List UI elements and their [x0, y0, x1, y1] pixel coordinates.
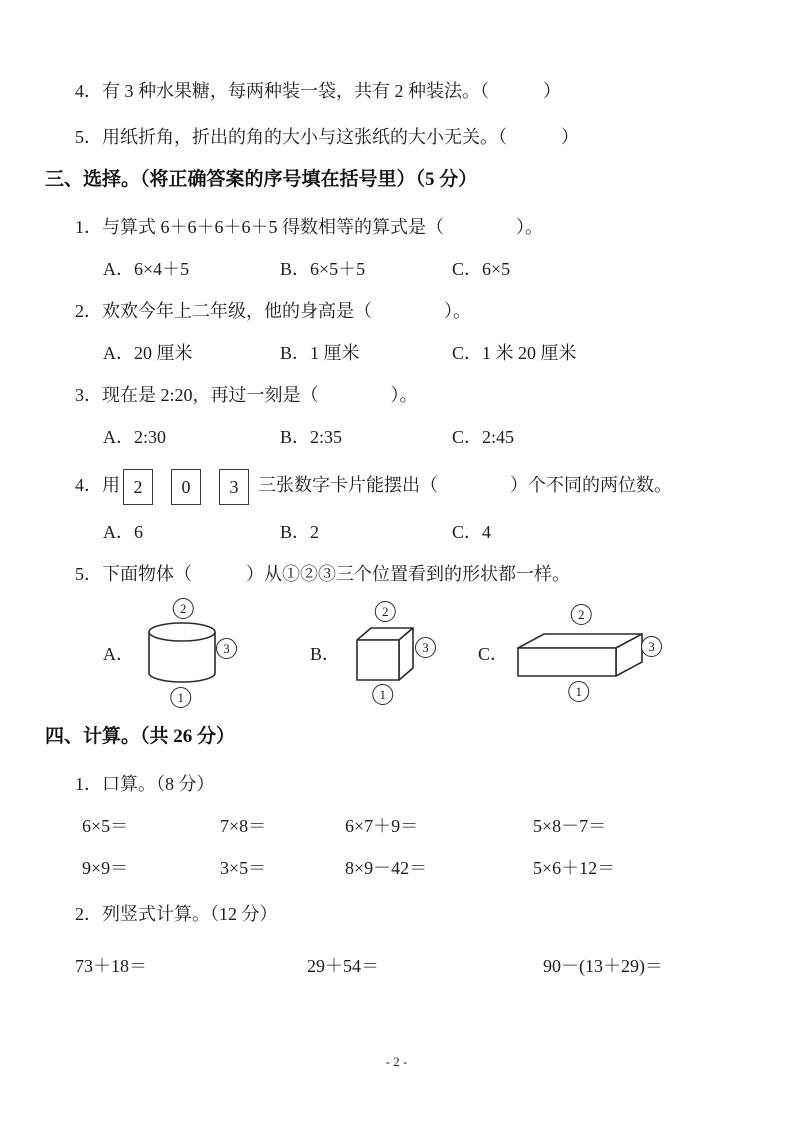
oral-calc-heading: 1．口算。（8 分） — [75, 773, 215, 794]
oral-problem: 9×9＝ — [82, 857, 129, 878]
oral-calc-row-2 — [45, 855, 751, 881]
choice-q4-stem-suffix: 三张数字卡片能摆出（ ）个不同的两位数。 — [258, 475, 672, 495]
circled-1-label: 1 — [568, 681, 589, 702]
figure-option-b — [310, 601, 478, 705]
choice-q3-options — [45, 424, 751, 450]
oral-problem: 5×6＋12＝ — [533, 857, 616, 878]
choice-q3-option-c: C．2:45 — [452, 427, 515, 447]
vertical-problem: 29＋54＝ — [307, 955, 379, 976]
vertical-problem: 90－(13＋29)＝ — [543, 955, 663, 976]
cube-figure — [346, 601, 429, 705]
figure-a-label: A． — [103, 643, 134, 664]
choice-q1-option-c: C．6×5 — [452, 259, 511, 279]
oral-problem: 7×8＝ — [220, 815, 267, 836]
cuboid-figure — [514, 604, 655, 702]
choice-q2-option-c: C．1 米 20 厘米 — [452, 343, 577, 363]
vertical-calc-heading: 2．列竖式计算。（12 分） — [75, 903, 278, 924]
digit-card-2: 2 — [123, 469, 153, 505]
oral-calc-row-1 — [45, 813, 751, 839]
section-choice-heading: 三、选择。（将正确答案的序号填在括号里）（5 分） — [45, 169, 478, 190]
circled-1-label: 1 — [372, 684, 393, 705]
oral-problem: 8×9－42＝ — [345, 857, 428, 878]
cylinder-figure — [140, 598, 230, 708]
choice-q4-options — [45, 519, 751, 545]
figure-c-label: C． — [478, 643, 509, 664]
page-number: - 2 - — [385, 1054, 408, 1069]
choice-q4-option-c: C．4 — [452, 521, 492, 542]
digit-card-0: 0 — [171, 469, 201, 505]
choice-q2-stem: 2．欢欢今年上二年级，他的身高是（ ）。 — [75, 301, 471, 321]
figure-option-c — [478, 604, 655, 702]
circled-3-label: 3 — [415, 637, 436, 658]
section-calc-heading: 四、计算。（共 26 分） — [45, 725, 236, 747]
circled-1-label: 1 — [170, 687, 191, 708]
judge-item-5: 5．用纸折角，折出的角的大小与这张纸的大小无关。（ ） — [75, 127, 579, 147]
judge-item-4: 4．有 3 种水果糖，每两种装一袋，共有 2 种装法。（ ） — [75, 81, 561, 101]
choice-q3-option-b: B．2:35 — [280, 427, 343, 447]
choice-q2-option-b: B．1 厘米 — [280, 343, 360, 363]
choice-q5-figures — [45, 597, 751, 709]
circled-3-label: 3 — [216, 638, 237, 659]
choice-q1-stem: 1．与算式 6＋6＋6＋6＋5 得数相等的算式是（ ）。 — [75, 217, 543, 237]
choice-q1-options — [45, 256, 751, 282]
choice-q1-option-b: B．6×5＋5 — [280, 259, 366, 279]
circled-2-label: 2 — [173, 598, 194, 619]
vertical-problem: 73＋18＝ — [75, 955, 147, 976]
cylinder-icon — [147, 622, 217, 684]
figure-option-a — [103, 598, 310, 708]
choice-q4-stem-prefix: 4．用 — [75, 475, 120, 495]
cube-icon — [353, 626, 415, 682]
circled-2-label: 2 — [375, 601, 396, 622]
choice-q4-option-b: B．2 — [280, 521, 320, 542]
choice-q3-stem: 3．现在是 2:20，再过一刻是（ ）。 — [75, 385, 418, 405]
circled-2-label: 2 — [571, 604, 592, 625]
vertical-calc-row — [45, 953, 751, 979]
choice-q5-stem: 5．下面物体（ ）从①②③三个位置看到的形状都一样。 — [75, 563, 570, 584]
oral-problem: 6×5＝ — [82, 815, 129, 836]
choice-q2-options — [45, 340, 751, 366]
choice-q1-option-a: A．6×4＋5 — [103, 259, 190, 279]
choice-q3-option-a: A．2:30 — [103, 427, 166, 447]
figure-b-label: B． — [310, 643, 341, 664]
digit-card-3: 3 — [219, 469, 249, 505]
choice-q4-option-a: A．6 — [103, 521, 143, 542]
circled-3-label: 3 — [641, 636, 662, 657]
choice-q2-option-a: A．20 厘米 — [103, 343, 193, 363]
oral-problem: 3×5＝ — [220, 857, 267, 878]
oral-problem: 6×7＋9＝ — [345, 815, 419, 836]
cuboid-icon — [516, 630, 644, 678]
choice-q4-stem — [45, 466, 751, 505]
oral-problem: 5×8－7＝ — [533, 815, 607, 836]
